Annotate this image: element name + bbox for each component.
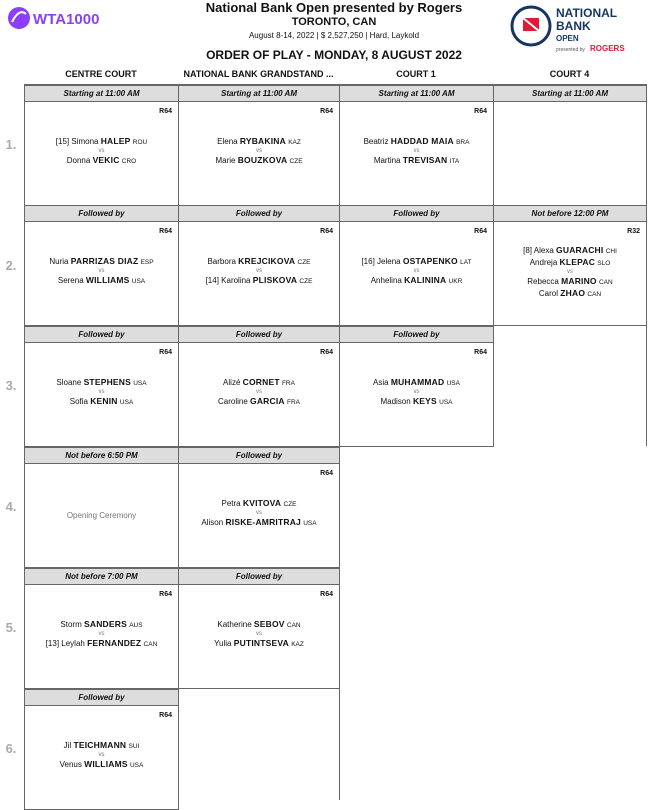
sponsor-presented: presented by [556,47,585,53]
round-label: R64 [320,470,333,477]
match-cell-c0r3 [24,447,179,568]
player-first-name: Sloane [56,378,82,387]
player-first-name: Nuria [49,257,69,266]
player-nationality: USA [446,380,460,387]
round-label: R64 [159,712,172,719]
player-first-name: Yulia [214,639,232,648]
row-number-6: 6. [5,741,17,756]
match-cell-c0r4 [24,568,179,689]
court-header-grandstand: NATIONAL BANK GRANDSTAND ... [183,69,334,79]
team-1-player-2 [494,257,646,269]
vs-label: vs [413,268,420,274]
player-last-name: KVITOVA [242,498,282,508]
round-label: R64 [474,228,487,235]
sponsor-line2: BANK [556,19,591,33]
player-nationality: CZE [283,501,297,508]
player-1 [25,619,178,631]
player-first-name: Alizé [223,378,241,387]
player-first-name: Petra [221,499,241,508]
vs-label: vs [98,752,105,758]
session-time: Starting at 11:00 AM [340,86,493,102]
player-1 [25,740,178,752]
player-seed: [13] [45,639,60,648]
match-cell-c3r1 [493,205,647,326]
player-nationality: USA [129,762,144,769]
player-last-name: HADDAD MAIA [390,136,454,146]
player-2 [179,275,339,287]
player-seed: [8] [523,246,533,255]
order-of-play-title: ORDER OF PLAY - MONDAY, 8 AUGUST 2022 [206,48,462,62]
player-first-name: Barbora [207,257,236,266]
player-1 [340,377,493,389]
sponsor-rogers: ROGERS [590,44,625,53]
match [179,619,339,650]
player-nationality: CAN [587,291,602,298]
round-label: R64 [320,228,333,235]
team-1-player-1 [494,245,646,257]
player-2 [179,517,339,529]
match-cell-c1r3 [178,447,340,568]
player-nationality: USA [303,520,317,527]
session-time: Followed by [340,327,493,343]
match [340,136,493,167]
player-nationality: ITA [449,158,460,165]
player-2 [179,155,339,167]
player-last-name: RYBAKINA [239,136,286,146]
doubles-match [494,245,646,300]
match [25,256,178,287]
player-last-name: GUARACHI [556,245,604,255]
player-first-name: Anhelina [370,276,402,285]
player-last-name: VEKIC [92,155,120,165]
wta-logo-text: WTA1000 [33,11,100,28]
player-last-name: CORNET [242,377,280,387]
row-number-3: 3. [5,378,17,393]
row-number-2: 2. [5,258,17,273]
vs-label: vs [413,389,420,395]
player-first-name: Andreja [529,258,558,267]
match [179,377,339,408]
player-last-name: WILLIAMS [84,759,128,769]
location: TORONTO, CAN [291,16,377,28]
player-nationality: KAZ [288,139,301,146]
player-last-name: KALININA [404,275,447,285]
player-2 [25,155,178,167]
session-time: Starting at 11:00 AM [25,86,178,102]
player-last-name: SANDERS [84,619,127,629]
player-first-name: Karolina [221,276,251,285]
event-details: August 8-14, 2022 | $ 2,527,250 | Hard, Laykold [248,31,420,40]
player-nationality: KAZ [291,641,304,648]
match-cell-c1r4 [178,568,340,689]
player-1 [340,136,493,148]
vs-label: vs [256,510,262,516]
match-cell-c1r1 [178,205,340,326]
player-last-name: PARRIZAS DIAZ [70,256,139,266]
session-time: Starting at 11:00 AM [494,86,646,102]
player-1 [179,136,339,148]
vs-label: vs [256,631,262,637]
player-seed: [16] [361,257,375,266]
match [179,498,339,529]
player-nationality: ROU [132,139,148,146]
round-label: R64 [320,349,333,356]
player-1 [179,256,339,268]
player-first-name: Caroline [218,397,248,406]
round-label: R64 [159,591,172,598]
player-last-name: TREVISAN [402,155,448,165]
player-first-name: Leylah [61,639,85,648]
match-cell-c2r1 [339,205,494,326]
player-nationality: UKR [448,278,463,285]
player-2 [179,396,339,408]
player-seed: [14] [205,276,219,285]
player-last-name: PLISKOVA [252,275,298,285]
session-time: Followed by [179,569,339,585]
vs-label: vs [256,148,262,154]
match [340,377,493,408]
match-cell-c0r0 [24,85,179,206]
session-time: Not before 7:00 PM [25,569,178,585]
player-nationality: CRO [121,158,137,165]
player-nationality: USA [133,380,147,387]
match-cell-c2r2 [339,326,494,447]
player-nationality: USA [119,399,134,406]
page-title: National Bank Open presented by Rogers [205,0,463,15]
match-cell-c1r2 [178,326,340,447]
player-first-name: Marie [215,156,236,165]
player-nationality: CAN [598,279,613,286]
player-1 [25,256,178,268]
player-last-name: TEICHMANN [73,740,127,750]
player-last-name: BOUZKOVA [237,155,288,165]
session-time: Followed by [25,327,178,343]
player-nationality: USA [131,278,146,285]
vs-label: vs [98,631,105,637]
player-1 [25,377,178,389]
player-first-name: Asia [373,378,389,387]
player-nationality: SLO [597,260,611,267]
player-2 [179,638,339,650]
match [25,377,178,408]
session-time: Followed by [25,690,178,706]
player-first-name: Madison [380,397,411,406]
round-label: R64 [320,591,333,598]
court-header-court4: COURT 4 [549,69,590,79]
match-cell-c1r0 [178,85,340,206]
match-cell-c0r2 [24,326,179,447]
player-nationality: CHI [605,248,617,255]
player-2 [25,396,178,408]
player-last-name: HALEP [100,136,131,146]
match [179,136,339,167]
player-nationality: SUI [128,743,140,750]
player-first-name: Serena [57,276,84,285]
player-last-name: KENIN [90,396,118,406]
player-1 [340,256,493,268]
player-1 [179,619,339,631]
vs-label: vs [256,389,262,395]
player-first-name: Simona [71,137,99,146]
session-time: Followed by [179,327,339,343]
player-first-name: Alison [201,518,224,527]
session-time: Followed by [179,448,339,464]
row-number-4: 4. [5,499,17,514]
player-nationality: CZE [297,259,311,266]
match [25,136,178,167]
player-last-name: FERNANDEZ [87,638,142,648]
player-nationality: FRA [287,399,300,406]
player-last-name: OSTAPENKO [402,256,458,266]
session-time: Not before 6:50 PM [25,448,178,464]
sponsor-line1: NATIONAL [556,6,618,20]
vs-label: vs [413,148,420,154]
player-last-name: SEBOV [253,619,285,629]
player-first-name: Jelena [377,257,401,266]
match-cell-c2r0 [339,85,494,206]
player-nationality: FRA [281,380,295,387]
player-2 [340,396,493,408]
round-label: R64 [474,108,487,115]
player-first-name: Venus [59,760,82,769]
round-label: R64 [320,108,333,115]
player-nationality: CZE [289,158,303,165]
round-label: R32 [627,228,640,235]
player-last-name: MARINO [561,276,597,286]
session-time: Starting at 11:00 AM [179,86,339,102]
player-2 [25,638,178,650]
team-2-player-1 [494,276,646,288]
player-last-name: GARCIA [250,396,285,406]
opening-ceremony: Opening Ceremony [66,511,137,520]
court-header-court1: COURT 1 [396,69,436,79]
player-last-name: WILLIAMS [85,275,130,285]
player-first-name: Rebecca [527,277,559,286]
player-last-name: KREJCIKOVA [238,256,296,266]
player-nationality: CAN [143,641,158,648]
player-seed: [15] [55,137,70,146]
player-nationality: ESP [140,259,154,266]
player-nationality: BRA [456,139,470,146]
player-nationality: CZE [299,278,313,285]
team-2-player-2 [494,288,646,300]
player-last-name: KEYS [412,396,437,406]
player-first-name: Katherine [217,620,252,629]
round-label: R64 [159,228,172,235]
player-last-name: PUTINTSEVA [233,638,289,648]
sponsor-line3: OPEN [556,34,579,43]
player-last-name: STEPHENS [83,377,131,387]
row-number-1: 1. [5,137,17,152]
player-last-name: KLEPAC [559,257,596,267]
vs-label: vs [98,389,105,395]
court-header-centre: CENTRE COURT [65,69,137,79]
session-time: Followed by [25,206,178,222]
player-first-name: Beatriz [363,137,389,146]
player-first-name: Alexa [533,246,554,255]
match-cell-c3r0 [493,85,647,206]
player-1 [179,377,339,389]
player-2 [25,275,178,287]
player-first-name: Elena [217,137,238,146]
row-number-5: 5. [5,620,17,635]
vs-label: vs [256,268,262,274]
match [25,740,178,771]
player-first-name: Carol [538,289,559,298]
player-first-name: Sofia [69,397,88,406]
match [25,619,178,650]
session-time: Not before 12:00 PM [494,206,646,222]
player-last-name: RISKE-AMRITRAJ [225,517,301,527]
player-first-name: Storm [60,620,82,629]
player-nationality: USA [439,399,453,406]
vs-label: vs [567,269,573,275]
player-nationality: CAN [286,622,301,629]
player-2 [25,759,178,771]
match-cell-c0r1 [24,205,179,326]
player-last-name: ZHAO [560,288,586,298]
player-first-name: Martina [373,156,401,165]
player-1 [25,136,178,148]
round-label: R64 [474,349,487,356]
player-2 [340,275,493,287]
match [179,256,339,287]
player-2 [340,155,493,167]
session-time: Followed by [179,206,339,222]
match [340,256,493,287]
round-label: R64 [159,108,172,115]
player-last-name: MUHAMMAD [390,377,445,387]
vs-label: vs [98,148,105,154]
vs-label: vs [98,268,105,274]
round-label: R64 [159,349,172,356]
player-first-name: Jil [63,741,72,750]
player-nationality: AUS [129,622,143,629]
player-1 [179,498,339,510]
player-nationality: LAT [460,259,472,266]
player-first-name: Donna [66,156,91,165]
match-cell-c0r5 [24,689,179,810]
session-time: Followed by [340,206,493,222]
